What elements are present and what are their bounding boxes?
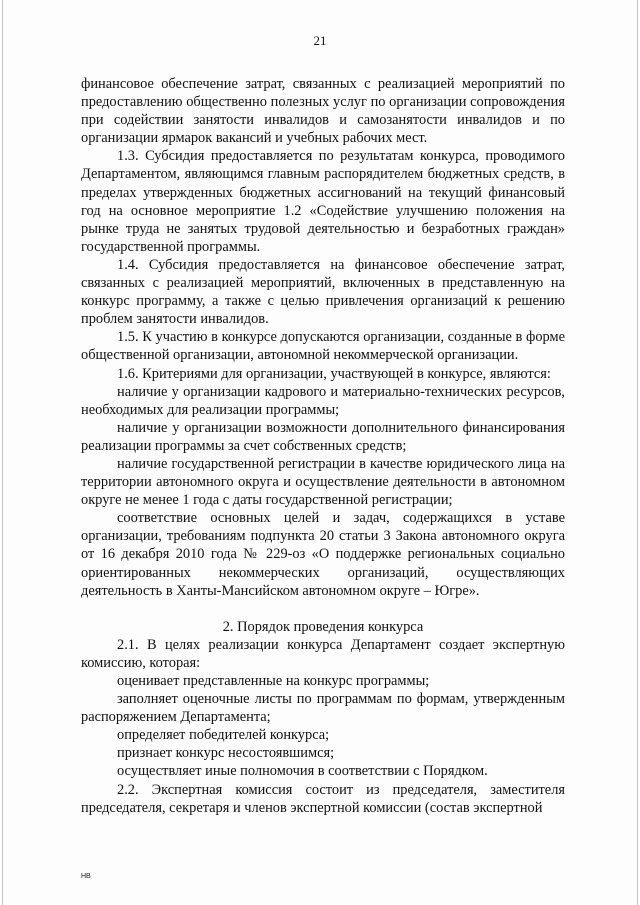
criteria-item-4: соответствие основных целей и задач, содержащихся в уставе организации, требованиям подпункта 20 статьи 3 Закона автономного округа от 16 декабря 2010 года № 229-оз «О поддержке региональных социально ориентированных некоммерческих организаций, осуществляющих деятельность в Ханты-Мансийском автономном округе – Югре». [81,510,565,599]
commission-duty-4: признает конкурс несостоявшимся; [117,745,335,762]
footer-code: HB [81,873,91,880]
commission-duty-2: заполняет оценочные листы по программам по формам, утвержденным распоряжением Департамента; [81,691,565,726]
criteria-item-2: наличие у организации возможности дополнительного финансирования реализации программы за счет собственных средств; [81,419,565,454]
paragraph-2-2: 2.2. Экспертная комиссия состоит из председателя, заместителя председателя, секретаря и членов экспертной комиссии (состав экспертной [81,781,565,816]
criteria-item-1: наличие у организации кадрового и материально-технических ресурсов, необходимых для реализации программы; [81,383,565,418]
criteria-item-3: наличие государственной регистрации в качестве юридического лица на территории автономного округа и осуществление деятельности в автономном округе не менее 1 года с даты государственной регистрации; [81,455,565,509]
section-heading: 2. Порядок проведения конкурса [222,618,424,635]
paragraph-continuation: финансовое обеспечение затрат, связанных с реализацией мероприятий по предоставлению общественно полезных услуг по организации сопровождения при содействии занятости инвалидов и самозанятости инвалидов и по организации ярмарок вакансий и учебных рабочих мест. [81,76,565,147]
paragraph-1-4: 1.4. Субсидия предоставляется на финансовое обеспечение затрат, связанных с реализацией мероприятий, включенных в представленную на конкурс программу, а также с целью привлечения организаций к решению проблем занятости инвалидов. [81,256,565,328]
page-number: 21 [313,33,327,48]
document-body [81,75,565,817]
commission-duty-5: осуществляет иные полномочия в соответствии с Порядком. [117,763,488,780]
page-left-edge [2,0,3,905]
paragraph-1-5: 1.5. К участию в конкурсе допускаются организации, созданные в форме общественной организации, автономной некоммерческой организации. [81,329,565,364]
paragraph-1-3: 1.3. Субсидия предоставляется по результатам конкурса, проводимого Департаментом, являющимся главным распорядителем бюджетных средств, в пределах утвержденных бюджетных ассигнований на текущий финансовый год на основное мероприятие 1.2 «Содействие улучшению положения на рынке труда не занятых трудовой деятельностью и безработных граждан» государственной программы. [81,148,565,255]
commission-duty-1: оценивает представленные на конкурс программы; [117,673,430,689]
section-gap [81,600,565,618]
paragraph-2-1: 2.1. В целях реализации конкурса Департамент создает экспертную комиссию, которая: [81,636,565,671]
page-right-edge [637,0,638,905]
paragraph-1-6: 1.6. Критериями для организации, участвующей в конкурсе, являются: [117,365,551,382]
commission-duty-3: определяет победителей конкурса; [117,727,330,744]
